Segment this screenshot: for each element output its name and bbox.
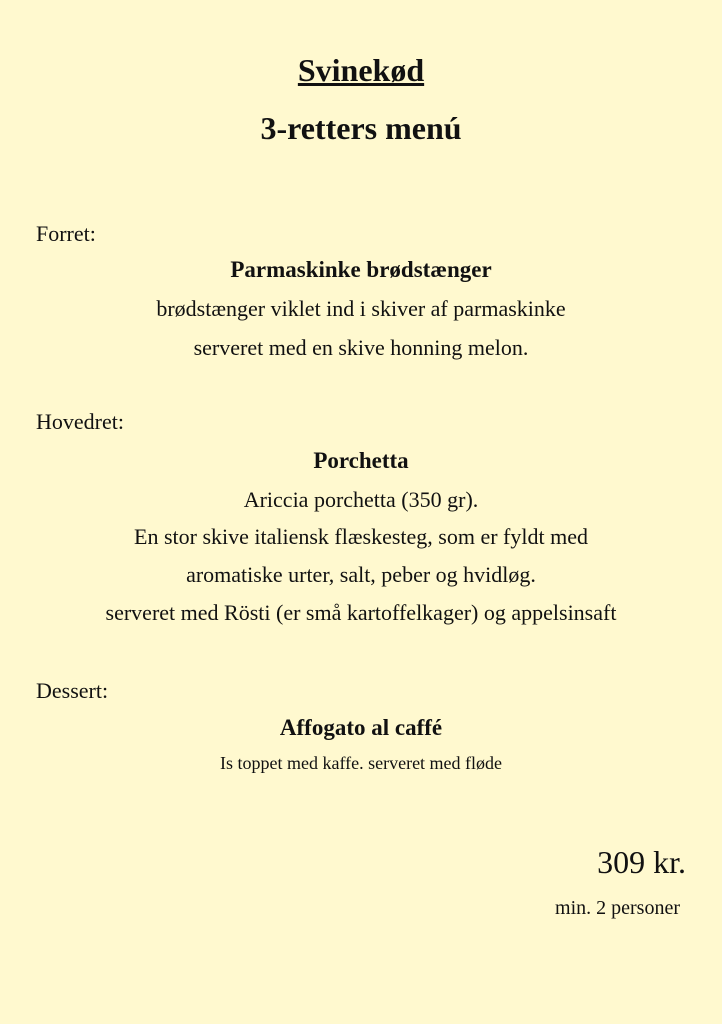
minimum-persons: min. 2 personer — [555, 897, 680, 919]
course-label-hovedret: Hovedret: — [36, 409, 124, 434]
course-label-dessert: Dessert: — [36, 678, 109, 703]
menu-subtitle: 3-retters menú — [260, 110, 462, 146]
dish-description-line: serveret med en skive honning melon. — [193, 335, 529, 360]
dish-description-line: Ariccia porchetta (350 gr). — [243, 487, 479, 512]
dish-name-hovedret: Porchetta — [313, 448, 409, 473]
dish-description-line: serveret med Rösti (er små kartoffelkager) og appelsinsaft — [105, 600, 617, 625]
dish-description-line: En stor skive italiensk flæskesteg, som er fyldt med — [134, 524, 588, 549]
dish-description-line: Is toppet med kaffe. serveret med fløde — [219, 753, 503, 773]
dish-description-line: aromatiske urter, salt, peber og hvidløg. — [186, 562, 536, 587]
menu-title: Svinekød — [297, 52, 425, 88]
dish-name-dessert: Affogato al caffé — [279, 715, 443, 740]
price: 309 kr. — [597, 844, 686, 880]
dish-name-forret: Parmaskinke brødstænger — [230, 257, 492, 282]
course-label-forret: Forret: — [36, 221, 96, 246]
dish-description-line: brødstænger viklet ind i skiver af parmaskinke — [156, 296, 566, 321]
